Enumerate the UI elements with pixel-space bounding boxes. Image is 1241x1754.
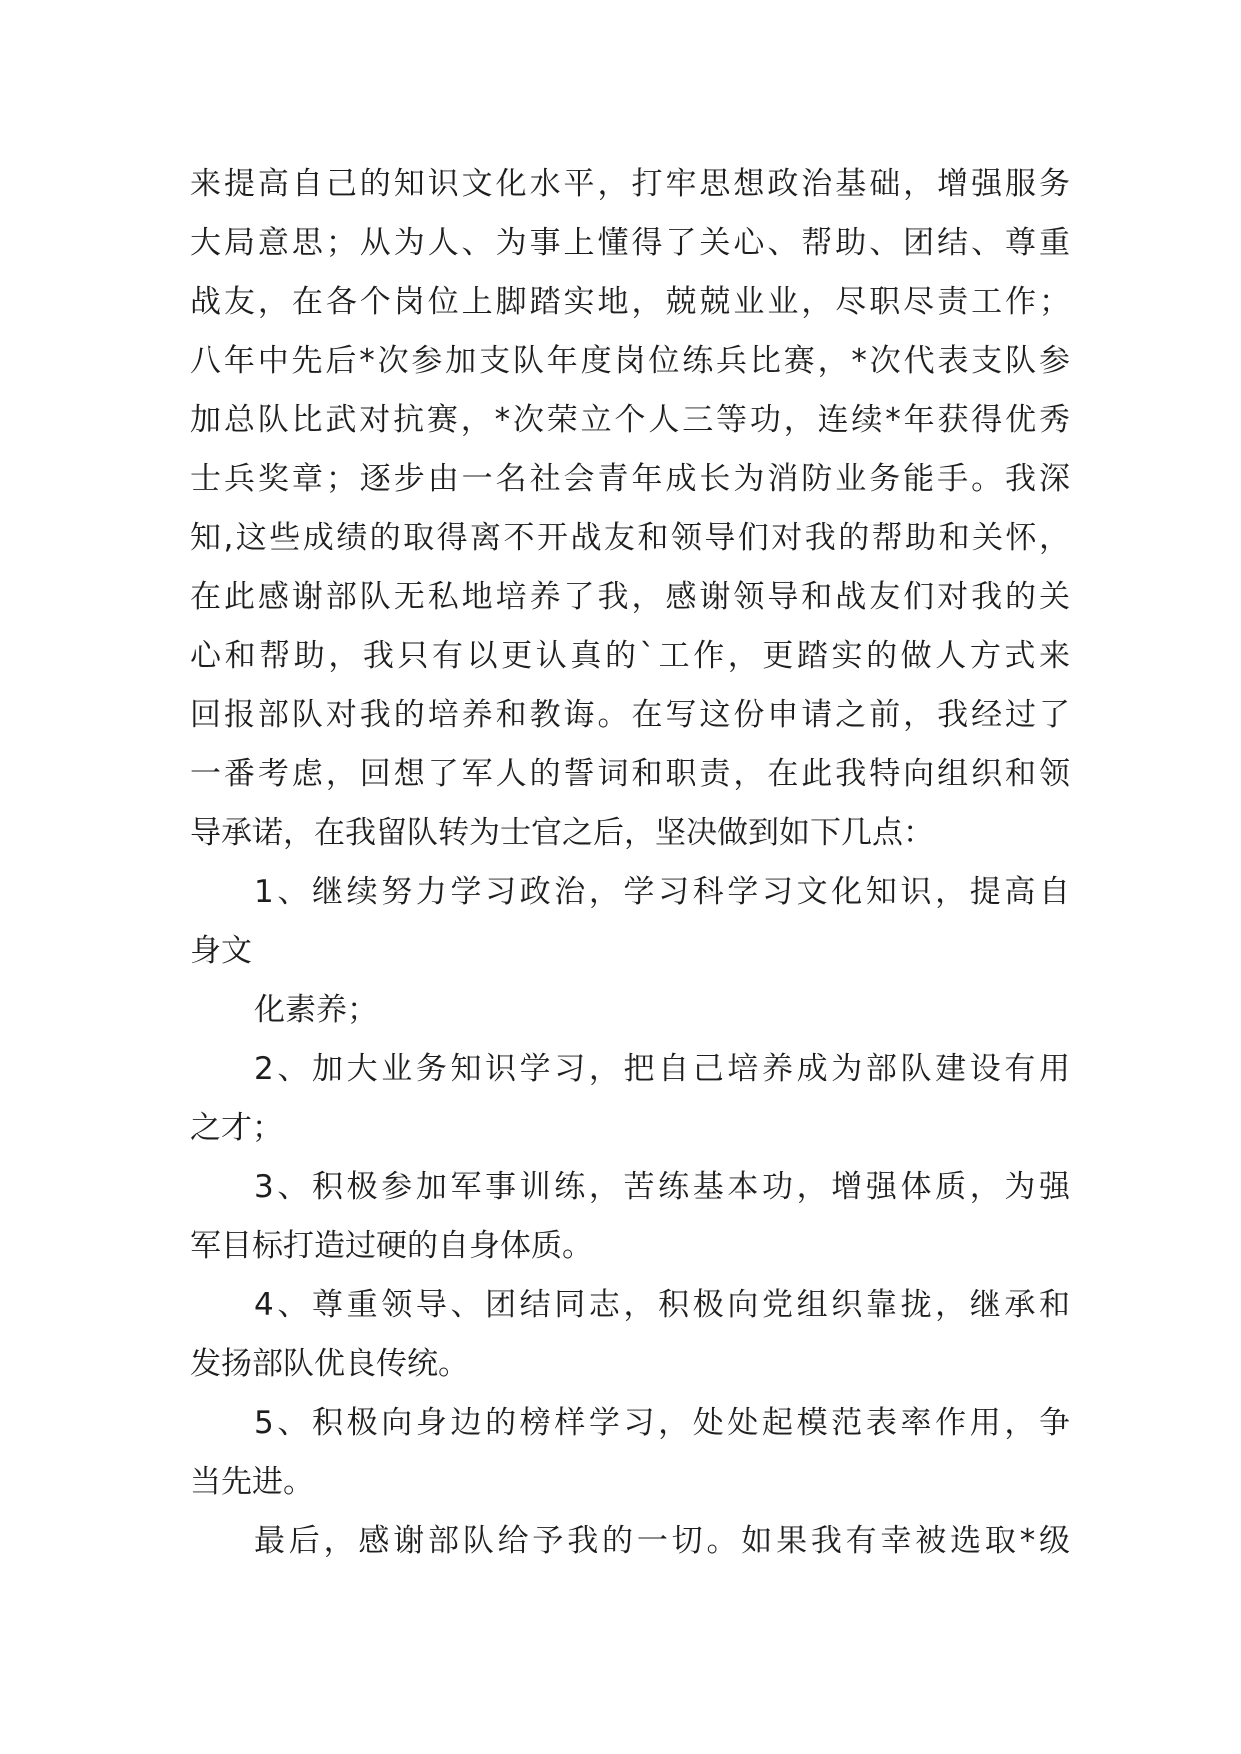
text-line: 士兵奖章；逐步由一名社会青年成长为消防业务能手。我深 — [190, 461, 1070, 497]
list-item-1-continuation: 身文 — [190, 933, 252, 969]
list-item-1-continuation: 化素养； — [254, 992, 378, 1028]
text-line: 来提高自己的知识文化水平，打牢思想政治基础，增强服务 — [190, 166, 1070, 202]
text-line: 导承诺，在我留队转为士官之后，坚决做到如下几点： — [190, 815, 934, 851]
text-line: 知,这些成绩的取得离不开战友和领导们对我的帮助和关怀， — [190, 520, 1070, 556]
list-item-4-line: 4、尊重领导、团结同志，积极向党组织靠拢，继承和 — [254, 1287, 1070, 1323]
list-item-3-continuation: 军目标打造过硬的自身体质。 — [190, 1228, 593, 1264]
list-item-2-continuation: 之才； — [190, 1110, 283, 1146]
list-item-4-continuation: 发扬部队优良传统。 — [190, 1346, 469, 1382]
list-item-2-line: 2、加大业务知识学习，把自己培养成为部队建设有用 — [254, 1051, 1070, 1087]
text-line: 八年中先后*次参加支队年度岗位练兵比赛，*次代表支队参 — [190, 343, 1070, 379]
list-item-3-line: 3、积极参加军事训练，苦练基本功，增强体质，为强 — [254, 1169, 1070, 1205]
text-line: 回报部队对我的培养和教诲。在写这份申请之前，我经过了 — [190, 697, 1070, 733]
text-line: 大局意思；从为人、为事上懂得了关心、帮助、团结、尊重 — [190, 225, 1070, 261]
text-line: 加总队比武对抗赛，*次荣立个人三等功，连续*年获得优秀 — [190, 402, 1070, 438]
text-line: 在此感谢部队无私地培养了我，感谢领导和战友们对我的关 — [190, 579, 1070, 615]
text-line: 一番考虑，回想了军人的誓词和职责，在此我特向组织和领 — [190, 756, 1070, 792]
document-body — [190, 155, 1070, 1571]
text-line: 心和帮助，我只有以更认真的`工作，更踏实的做人方式来 — [190, 638, 1070, 674]
list-item-1-line: 1、继续努力学习政治，学习科学习文化知识，提高自 — [254, 874, 1070, 910]
closing-line: 最后，感谢部队给予我的一切。如果我有幸被选取*级 — [254, 1523, 1070, 1559]
list-item-5-line: 5、积极向身边的榜样学习，处处起模范表率作用，争 — [254, 1405, 1070, 1441]
text-line: 战友，在各个岗位上脚踏实地，兢兢业业，尽职尽责工作； — [190, 284, 1070, 320]
list-item-5-continuation: 当先进。 — [190, 1464, 314, 1500]
